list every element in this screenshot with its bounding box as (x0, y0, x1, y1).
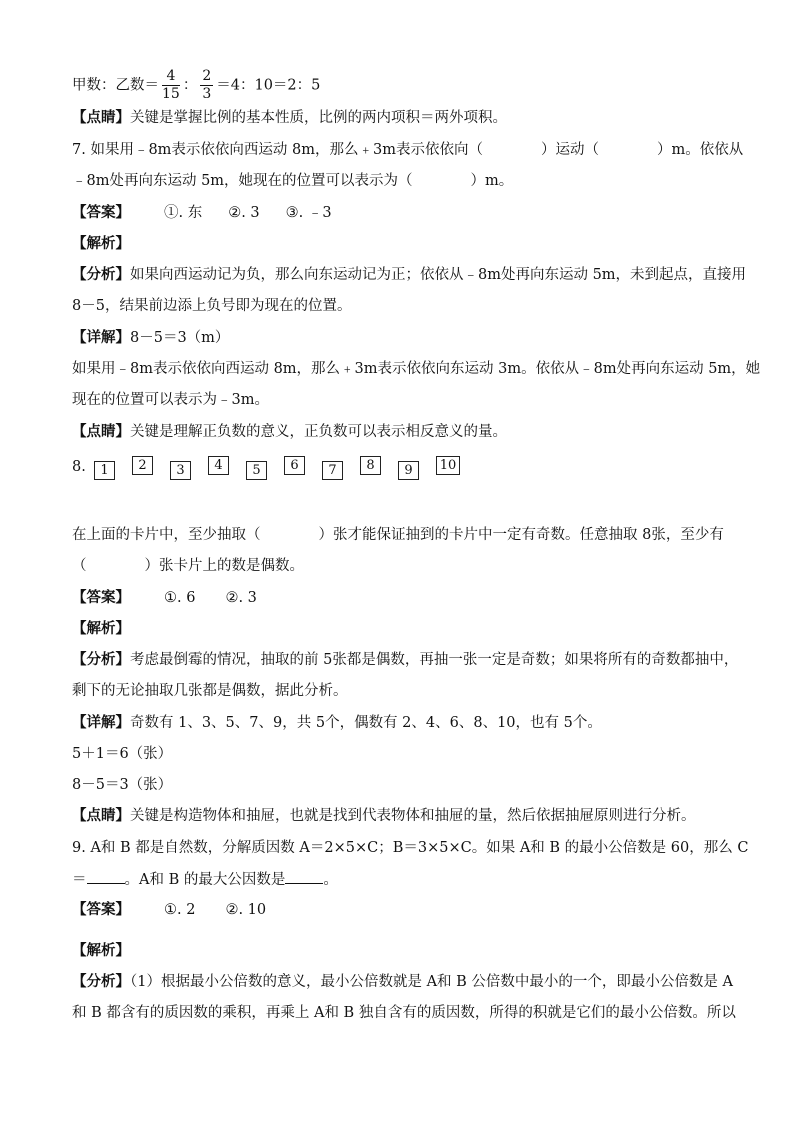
dianjing-tag: 【点睛】 (72, 807, 130, 824)
q8-calc1: 5＋1＝6（张） (72, 746, 173, 762)
dianjing-text: 关键是构造物体和抽屉，也就是找到代表物体和抽屉的量，然后依据抽屉原则进行分析。 (130, 808, 696, 824)
ratio-suffix: ＝4：10＝2：5 (216, 77, 321, 94)
q8-line1: 在上面的卡片中，至少抽取（ ）张才能保证抽到的卡片中一定有奇数。任意抽取 8张，至少有 (72, 527, 724, 543)
answer-3: ③. ﹣3 (285, 205, 332, 221)
q9-line2-suffix: 。 (323, 872, 338, 888)
number-card: 10 (436, 456, 460, 475)
dianjing-tag: 【点睛】 (72, 423, 130, 440)
fraction-denominator: 3 (202, 86, 212, 102)
q7-detail-line2: 现在的位置可以表示为﹣3m。 (72, 392, 269, 408)
q7-answer (72, 203, 332, 223)
q8-line2: （ ）张卡片上的数是偶数。 (72, 558, 304, 574)
answer-2: ②. 3 (225, 590, 257, 606)
fraction-numerator: 4 (162, 68, 180, 86)
ratio-colon: ： (182, 77, 198, 94)
q8-number: 8. (72, 459, 86, 475)
q7-fenxi-line2: 8－5，结果前边添上负号即为现在的位置。 (72, 298, 352, 314)
q8-xiangjie (72, 713, 602, 733)
fill-blank (285, 869, 323, 884)
number-card: 1 (94, 461, 115, 480)
fraction-4-15 (162, 68, 180, 103)
fraction-2-3 (200, 68, 213, 103)
answer-tag: 【答案】 (72, 589, 130, 606)
number-card: 9 (398, 461, 419, 480)
number-card: 7 (322, 461, 343, 480)
fraction-numerator: 2 (202, 68, 212, 84)
xiangjie-text: 8－5＝3（m） (130, 330, 230, 346)
answer-1: ①. 6 (164, 590, 196, 606)
fenxi-text: 如果向西运动记为负，那么向东运动记为正；依依从﹣8m处再向东运动 5m，未到起点，直接用 (130, 267, 747, 283)
q9-line2 (72, 869, 338, 890)
dianjing-6 (72, 108, 507, 128)
answer-tag: 【答案】 (72, 204, 130, 221)
fenxi-text: 考虑最倒霉的情况，抽取的前 5张都是偶数，再抽一张一定是奇数；如果将所有的奇数都抽中， (130, 652, 739, 668)
q7-line1: 7. 如果用﹣8m表示依依向西运动 8m，那么﹢3m表示依依向（ ）运动（ ）m。依依从 (72, 142, 744, 158)
q7-xiangjie (72, 328, 229, 348)
answer-2: ②. 3 (228, 205, 260, 221)
number-card: 4 (208, 456, 229, 475)
number-card: 2 (132, 456, 153, 475)
number-card: 5 (246, 461, 267, 480)
q9-jiexi-tag: 【解析】 (72, 942, 130, 959)
xiangjie-tag: 【详解】 (72, 714, 130, 731)
q8-jiexi-tag: 【解析】 (72, 620, 130, 637)
q9-line1: 9. A和 B 都是自然数，分解质因数 A＝2×5×C；B＝3×5×C。如果 A和 B 的最小公倍数是 60，那么 C (72, 840, 749, 856)
answer-2: ②. 10 (225, 902, 267, 918)
xiangjie-text: 奇数有 1、3、5、7、9，共 5个，偶数有 2、4、6、8、10，也有 5个。 (130, 715, 602, 731)
q8-dianjing (72, 806, 696, 826)
answer-tag: 【答案】 (72, 901, 130, 918)
number-card: 8 (360, 456, 381, 475)
dianjing-text: 关键是掌握比例的基本性质，比例的两内项积＝两外项积。 (130, 110, 507, 126)
xiangjie-tag: 【详解】 (72, 329, 130, 346)
q9-fenxi-line2: 和 B 都含有的质因数的乘积，再乘上 A和 B 独自含有的质因数，所得的积就是它们的最小公倍数。所以 (72, 1005, 736, 1021)
fill-blank (87, 869, 125, 884)
dianjing-tag: 【点睛】 (72, 109, 130, 126)
ratio-line (72, 68, 320, 103)
q9-answer (72, 900, 266, 920)
ratio-prefix: 甲数：乙数＝ (72, 77, 159, 94)
q8-answer (72, 588, 257, 608)
q7-dianjing (72, 422, 507, 442)
answer-1: ①. 2 (164, 902, 196, 918)
q7-line2: ﹣8m处再向东运动 5m，她现在的位置可以表示为（ ）m。 (72, 173, 514, 189)
q7-detail-line1: 如果用﹣8m表示依依向西运动 8m，那么﹢3m表示依依向东运动 3m。依依从﹣8m处再向东运动 5m，她 (72, 361, 761, 377)
q7-jiexi-tag: 【解析】 (72, 235, 130, 252)
q9-line2-middle: 。A和 B 的最大公因数是 (124, 872, 286, 888)
q9-fenxi-line1 (72, 972, 733, 992)
fenxi-tag: 【分析】 (72, 973, 130, 990)
fraction-denominator: 15 (162, 86, 180, 102)
fenxi-tag: 【分析】 (72, 651, 130, 668)
q8-fenxi-line1 (72, 650, 738, 670)
fenxi-text: （1）根据最小公倍数的意义，最小公倍数就是 A和 B 公倍数中最小的一个，即最小公倍数是 A (130, 974, 734, 990)
q8-calc2: 8－5＝3（张） (72, 777, 173, 793)
number-card: 3 (170, 461, 191, 480)
dianjing-text: 关键是理解正负数的意义，正负数可以表示相反意义的量。 (130, 424, 507, 440)
number-card: 6 (284, 456, 305, 475)
answer-1: ①. 东 (164, 205, 203, 221)
q8-fenxi-line2: 剩下的无论抽取几张都是偶数，据此分析。 (72, 683, 348, 699)
q9-line2-prefix: ＝ (72, 872, 87, 888)
q7-fenxi-line1 (72, 265, 746, 285)
fenxi-tag: 【分析】 (72, 266, 130, 283)
